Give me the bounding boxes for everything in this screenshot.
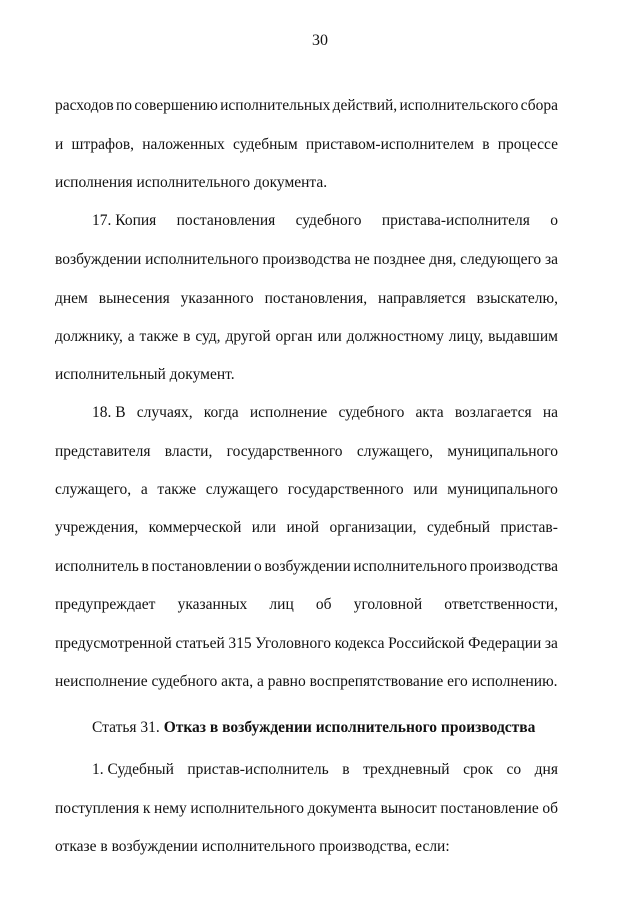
word: за	[544, 635, 558, 652]
word: другой	[225, 328, 271, 345]
word: и	[55, 136, 64, 153]
word: также	[139, 328, 179, 345]
text-line-4	[92, 211, 558, 231]
word: выдавшим	[488, 328, 558, 345]
word: документа	[307, 800, 377, 817]
word: вынесения	[98, 290, 170, 307]
article-heading	[92, 718, 535, 738]
word: возбуждении	[264, 558, 351, 575]
word: а	[127, 328, 135, 345]
word: случаях,	[136, 404, 193, 421]
word: нему	[154, 800, 187, 817]
word: наложенных	[142, 136, 225, 153]
word: муниципального	[447, 481, 558, 498]
word: или	[251, 519, 277, 536]
text-line-7	[55, 327, 558, 347]
word: об	[542, 800, 558, 817]
text-line-1	[55, 96, 558, 116]
word: производства	[262, 251, 351, 268]
word: 315	[228, 635, 252, 652]
word: расходов	[55, 97, 114, 114]
word: дня	[534, 761, 558, 778]
word: или	[317, 328, 342, 345]
word: об	[315, 596, 332, 613]
text-line-3: исполнения исполнительного документа.	[55, 174, 328, 191]
text-line-5	[55, 250, 558, 270]
word: предупреждает	[55, 596, 156, 613]
word: исполнительных	[220, 97, 331, 114]
word: акта	[415, 404, 444, 421]
word: Уголовного	[255, 635, 331, 652]
word: служащего	[205, 481, 279, 498]
word: взыскателю,	[476, 290, 558, 307]
word: штрафов,	[71, 136, 135, 153]
word: судебным	[233, 136, 298, 153]
word: возбуждении	[55, 251, 142, 268]
word: 1. Судебный	[92, 761, 174, 778]
word: исполнительского	[399, 97, 519, 114]
word: пристав-исполнитель	[187, 761, 329, 778]
word: постановление	[440, 800, 539, 817]
word: процессе	[497, 136, 558, 153]
word: пристава-исполнителя	[381, 212, 530, 229]
word: возлагается	[454, 404, 532, 421]
word: служащего,	[55, 481, 132, 498]
word: 18. В	[92, 404, 126, 421]
word: орган	[275, 328, 313, 345]
word: исполнительного	[353, 558, 467, 575]
word: должнику,	[55, 328, 123, 345]
word: постановления	[176, 212, 276, 229]
word: когда	[203, 404, 239, 421]
text-line-9	[92, 403, 558, 423]
word: трехдневный	[363, 761, 450, 778]
text-line-8: исполнительный документ.	[55, 366, 235, 383]
word: за	[544, 251, 558, 268]
word: приставом-исполнителем	[305, 136, 474, 153]
word: не	[354, 251, 370, 268]
word: в	[482, 136, 490, 153]
word: днем	[55, 290, 88, 307]
word: в	[141, 558, 149, 575]
word: Федерации	[468, 635, 542, 652]
word: выносит	[380, 800, 437, 817]
word: на	[542, 404, 558, 421]
word: со	[506, 761, 522, 778]
word: действий,	[332, 97, 398, 114]
word: должностному	[346, 328, 444, 345]
word: представителя	[55, 443, 151, 460]
word: статьей	[175, 635, 225, 652]
text-line-16: неисполнение судебного акта, а равно воспрепятствование его исполнению.	[55, 673, 558, 690]
word: исполнитель	[55, 558, 139, 575]
word: о	[550, 212, 558, 229]
text-line-2	[55, 135, 558, 155]
word: лицу,	[448, 328, 484, 345]
word: позднее	[373, 251, 426, 268]
word: исполнение	[249, 404, 328, 421]
word: указанного	[180, 290, 254, 307]
text-line-12	[55, 518, 558, 538]
word: власти,	[164, 443, 213, 460]
word: исполнительного	[145, 251, 259, 268]
word: государственного	[287, 481, 404, 498]
word: совершению	[134, 97, 218, 114]
article-number: Статья 31.	[92, 719, 164, 736]
word: предусмотренной	[55, 635, 172, 652]
text-line-19	[55, 799, 558, 819]
word: 17. Копия	[92, 212, 157, 229]
word: иной	[286, 519, 320, 536]
word: производства	[469, 558, 558, 575]
word: ответственности,	[444, 596, 558, 613]
word: постановления,	[264, 290, 368, 307]
article-title: Отказ в возбуждении исполнительного производства	[163, 719, 536, 736]
word: также	[157, 481, 197, 498]
word: в	[183, 328, 191, 345]
text-line-11	[55, 480, 558, 500]
word: лиц	[269, 596, 294, 613]
word: направляется	[378, 290, 466, 307]
word: судебного	[295, 212, 362, 229]
word: коммерческой	[148, 519, 242, 536]
word: указанных	[177, 596, 248, 613]
text-line-13	[55, 557, 558, 577]
word: дня,	[429, 251, 457, 268]
text-line-6	[55, 289, 558, 309]
page-number: 30	[312, 32, 328, 49]
word: постановлении	[151, 558, 252, 575]
word: организации,	[329, 519, 417, 536]
text-line-18	[92, 760, 558, 780]
word: уголовной	[353, 596, 423, 613]
word: кодекса	[334, 635, 385, 652]
word: пристав-	[500, 519, 558, 536]
text-line-20: отказе в возбуждении исполнительного производства, если:	[55, 838, 450, 855]
word: служащего,	[356, 443, 434, 460]
word: сбора	[520, 97, 558, 114]
word: срок	[463, 761, 494, 778]
word: суд,	[195, 328, 221, 345]
word: учреждения,	[55, 519, 139, 536]
word: судебный	[426, 519, 491, 536]
word: исполнительного	[190, 800, 304, 817]
word: поступления	[55, 800, 140, 817]
word: по	[116, 97, 133, 114]
word: а	[140, 481, 148, 498]
word: государственного	[226, 443, 343, 460]
word: или	[413, 481, 438, 498]
text-line-10	[55, 442, 558, 462]
word: о	[254, 558, 262, 575]
word: судебного	[338, 404, 405, 421]
word: Российской	[388, 635, 465, 652]
word: следующего	[460, 251, 542, 268]
text-line-14	[55, 595, 558, 615]
word: в	[342, 761, 350, 778]
word: к	[142, 800, 151, 817]
word: муниципального	[447, 443, 558, 460]
text-line-15	[55, 634, 558, 654]
